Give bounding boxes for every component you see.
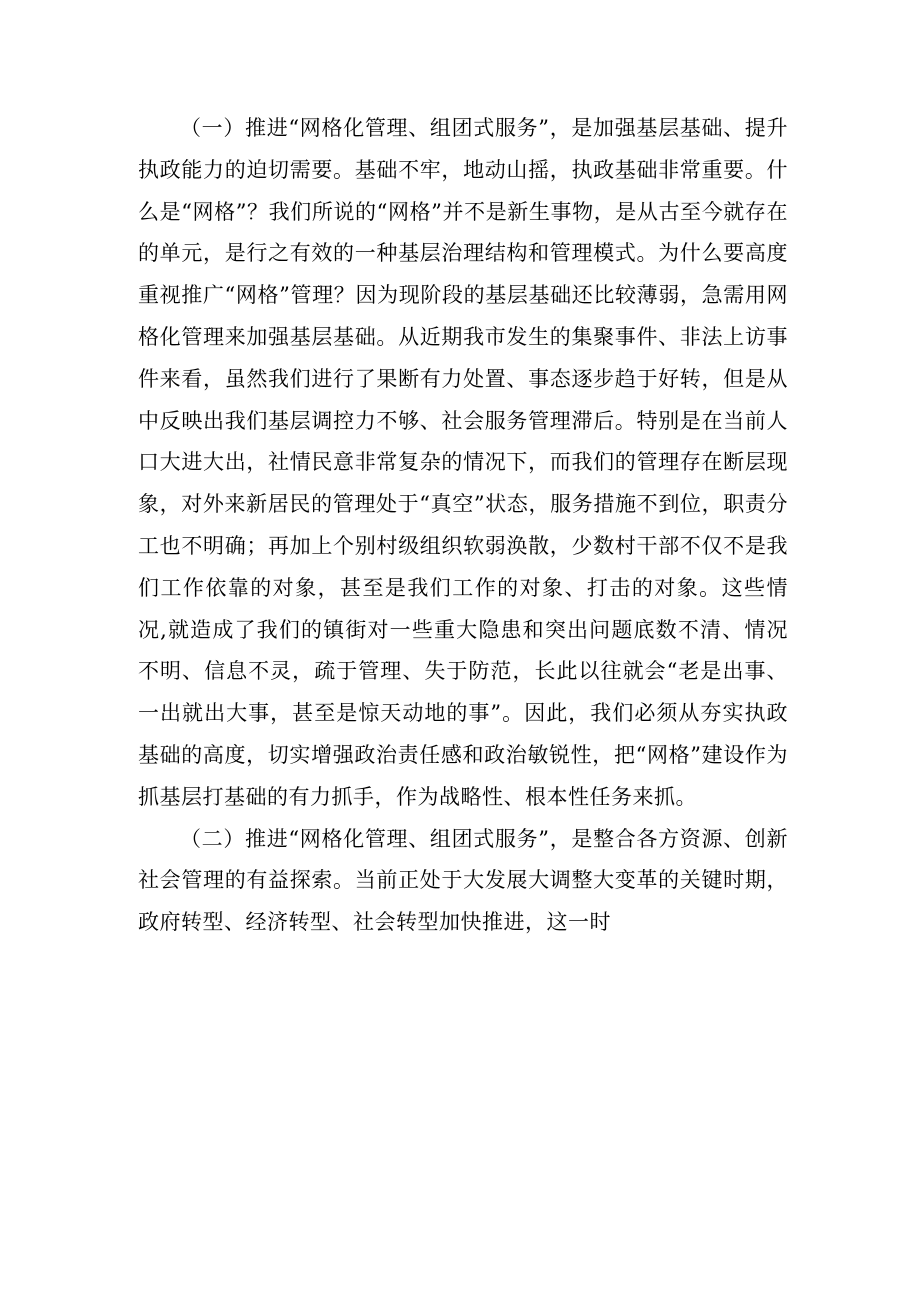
- paragraph-1: （一）推进“网格化管理、组团式服务”，是加强基层基础、提升执政能力的迫切需要。基础不牢，地动山摇，执政基础非常重要。什么是“网格”？我们所说的“网格”并不是新生事物，是从古至今就存在的单元，是行之有效的一种基层治理结构和管理模式。为什么要高度重视推广“网格”管理？因为现阶段的基层基础还比较薄弱，急需用网格化管理来加强基层基础。从近期我市发生的集聚事件、非法上访事件来看，虽然我们进行了果断有力处置、事态逐步趋于好转，但是从中反映出我们基层调控力不够、社会服务管理滞后。特别是在当前人口大进大出，社情民意非常复杂的情况下，而我们的管理存在断层现象，对外来新居民的管理处于“真空”状态，服务措施不到位，职责分工也不明确；再加上个别村级组织软弱涣散，少数村干部不仅不是我们工作依靠的对象，甚至是我们工作的对象、打击的对象。这些情况,就造成了我们的镇街对一些重大隐患和突出问题底数不清、情况不明、信息不灵，疏于管理、失于防范，长此以往就会“老是出事、一出就出大事，甚至是惊天动地的事”。因此，我们必须从夯实执政基础的高度，切实增强政治责任感和政治敏锐性，把“网格”建设作为抓基层打基础的有力抓手，作为战略性、根本性任务来抓。: [138, 116, 788, 809]
- paragraph-2: （二）推进“网格化管理、组团式服务”，是整合各方资源、创新社会管理的有益探索。当前正处于大发展大调整大变革的关键时期，政府转型、经济转型、社会转型加快推进，这一时: [138, 826, 788, 935]
- document-body: [138, 108, 788, 944]
